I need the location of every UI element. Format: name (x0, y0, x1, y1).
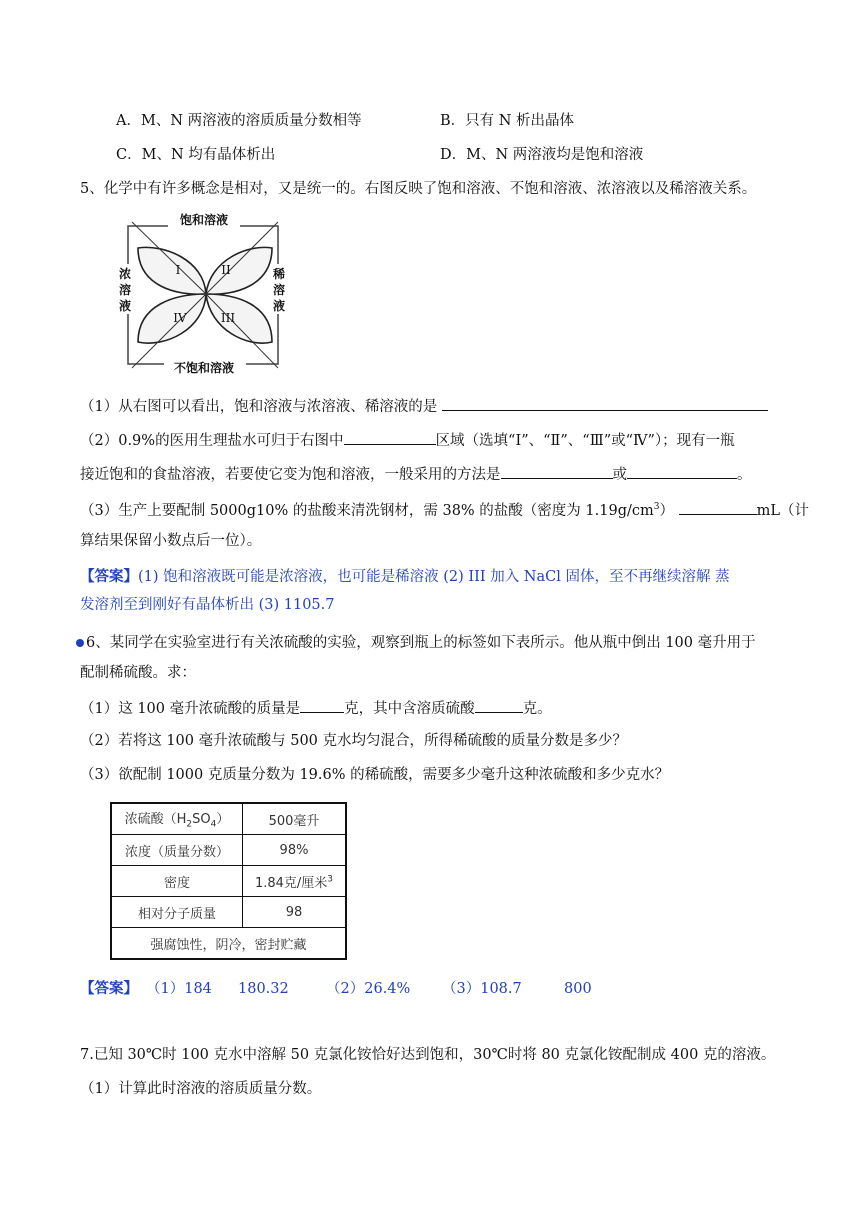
q5-part3-line2: 算结果保留小数点后一位）。 (80, 533, 262, 549)
label-density-value: 1.84克/厘米$^3$ (243, 866, 347, 897)
q6-answer-value: 180.32 (238, 981, 289, 997)
q6-answer-value: 800 (564, 981, 592, 997)
diagram-label-unsaturated: 不饱和溶液 (173, 361, 235, 375)
label-molar-mass-header: 相对分子质量 (111, 897, 243, 928)
q5-answer-line1 (80, 566, 730, 588)
q5-part3-text-c: mL（计 (756, 502, 809, 519)
q5-answer-text1: (1) 饱和溶液既可能是浓溶液，也可能是稀溶液 (2) III 加入 NaCl 固体，至不再继续溶解 蒸 (138, 569, 730, 585)
svg-text:液: 液 (118, 299, 132, 313)
svg-text:稀: 稀 (272, 267, 286, 281)
label-name-cell: 浓硫酸$(H_2SO_4)$ (111, 803, 243, 835)
q6-part1-text-b: 克，其中含溶质硫酸 (344, 701, 475, 717)
region-1: I (175, 263, 181, 277)
q5-answer-label: 【答案】 (80, 568, 138, 585)
q6-answer-label: 【答案】 (80, 980, 138, 997)
label-concentration-header: 浓度（质量分数） (111, 835, 243, 866)
q6-stem-line1 (76, 632, 756, 654)
label-density-header: 密度 (111, 866, 243, 897)
q7-stem: 7.已知 30℃时 100 克水中溶解 50 克氯化铵恰好达到饱和，30℃时将 80 克氯化铵配制成 400 克的溶液。 (80, 1047, 776, 1063)
svg-text:溶: 溶 (118, 283, 132, 297)
region-2: II (221, 263, 231, 277)
q5-part3-sup: 3 (653, 502, 660, 512)
table-row (111, 866, 346, 897)
q5-part3-text-b: ） (659, 502, 674, 519)
q6-part3: （3）欲配制 1000 克质量分数为 19.6% 的稀硫酸，需要多少毫升这种浓硫酸和多少克水？ (80, 767, 670, 783)
q7-part1: （1）计算此时溶液的溶质质量分数。 (80, 1081, 322, 1097)
label-concentration-value: 98% (243, 835, 347, 866)
table-row (111, 897, 346, 928)
q5-part2-text-d: 或 (612, 467, 627, 483)
q6-part1-blank1[interactable] (300, 696, 344, 713)
q5-part2-text-e: 。 (737, 467, 752, 483)
diagram-label-concentrated (119, 266, 131, 313)
q5-part1-text: （1）从右图可以看出，饱和溶液与浓溶液、稀溶液的是 (80, 399, 438, 415)
q5-stem: 5、化学中有许多概念是相对，又是统一的。右图反映了饱和溶液、不饱和溶液、浓溶液以及稀溶液关系。 (80, 181, 757, 197)
svg-text:浓: 浓 (118, 267, 132, 281)
option-c: C．M、N 均有晶体析出 (116, 147, 276, 163)
svg-text:液: 液 (272, 299, 286, 313)
q6-answer-value: （2）26.4% (326, 981, 411, 997)
bullet-icon (76, 639, 84, 647)
q6-part2: （2）若将这 100 毫升浓硫酸与 500 克水均匀混合，所得稀硫酸的质量分数是多少？ (80, 733, 628, 749)
option-d: D．M、N 两溶液均是饱和溶液 (440, 147, 644, 163)
q5-part2-blank-method2[interactable] (627, 462, 737, 479)
q5-part3-blank[interactable] (679, 498, 757, 515)
diagram-label-saturated: 饱和溶液 (179, 213, 229, 227)
q6-part1-blank2[interactable] (475, 696, 523, 713)
q5-part3-line1 (80, 496, 809, 522)
q5-part2-line1 (80, 428, 735, 452)
solution-relationship-diagram (114, 208, 294, 378)
q5-part1-blank[interactable] (442, 394, 768, 411)
q6-part1-text-a: （1）这 100 毫升浓硫酸的质量是 (80, 701, 301, 717)
label-volume-cell: 500毫升 (243, 803, 347, 835)
q5-part2-line2 (80, 462, 752, 486)
q6-stem-line2: 配制稀硫酸。求： (80, 665, 196, 681)
table-row (111, 928, 346, 960)
option-a: A．M、N 两溶液的溶质质量分数相等 (116, 113, 362, 129)
q6-stem-text1: 6、某同学在实验室进行有关浓硫酸的实验，观察到瓶上的标签如下表所示。他从瓶中倒出 100 毫升用于 (86, 635, 756, 651)
region-3: III (220, 311, 236, 325)
label-warning-cell: 强腐蚀性，阴冷，密封贮藏 (111, 928, 346, 960)
label-molar-mass-value: 98 (243, 897, 347, 928)
sulfuric-acid-label-table (110, 802, 347, 960)
q5-part1 (80, 394, 768, 418)
option-b: B．只有 N 析出晶体 (440, 113, 575, 129)
table-row (111, 835, 346, 866)
q6-answer (80, 978, 592, 1000)
q5-answer-line2: 发溶剂至到刚好有晶体析出 (3) 1105.7 (80, 597, 335, 613)
q5-part2-blank-region[interactable] (344, 428, 436, 445)
svg-text:溶: 溶 (272, 283, 286, 297)
q5-part3-text-a: （3）生产上要配制 5000g10% 的盐酸来清洗钢材，需 38% 的盐酸（密度为 1.19g/cm (80, 502, 654, 519)
q6-answer-value: （3）108.7 (442, 981, 522, 997)
q5-part2-text-c: 接近饱和的食盐溶液，若要使它变为饱和溶液，一般采用的方法是 (80, 467, 501, 483)
q6-answer-value: （1）184 (146, 981, 212, 997)
q5-part2-text-b: 区域（选填“Ⅰ”、“Ⅱ”、“Ⅲ”或“Ⅳ”）；现有一瓶 (435, 433, 735, 449)
diagram-label-dilute (272, 266, 285, 313)
table-row (111, 803, 346, 835)
q5-part2-text-a: （2）0.9%的医用生理盐水可归于右图中 (80, 433, 344, 449)
region-4: IV (173, 311, 187, 325)
q6-part1 (80, 696, 552, 720)
q5-part2-blank-method1[interactable] (501, 462, 613, 479)
q6-part1-text-c: 克。 (522, 701, 552, 717)
